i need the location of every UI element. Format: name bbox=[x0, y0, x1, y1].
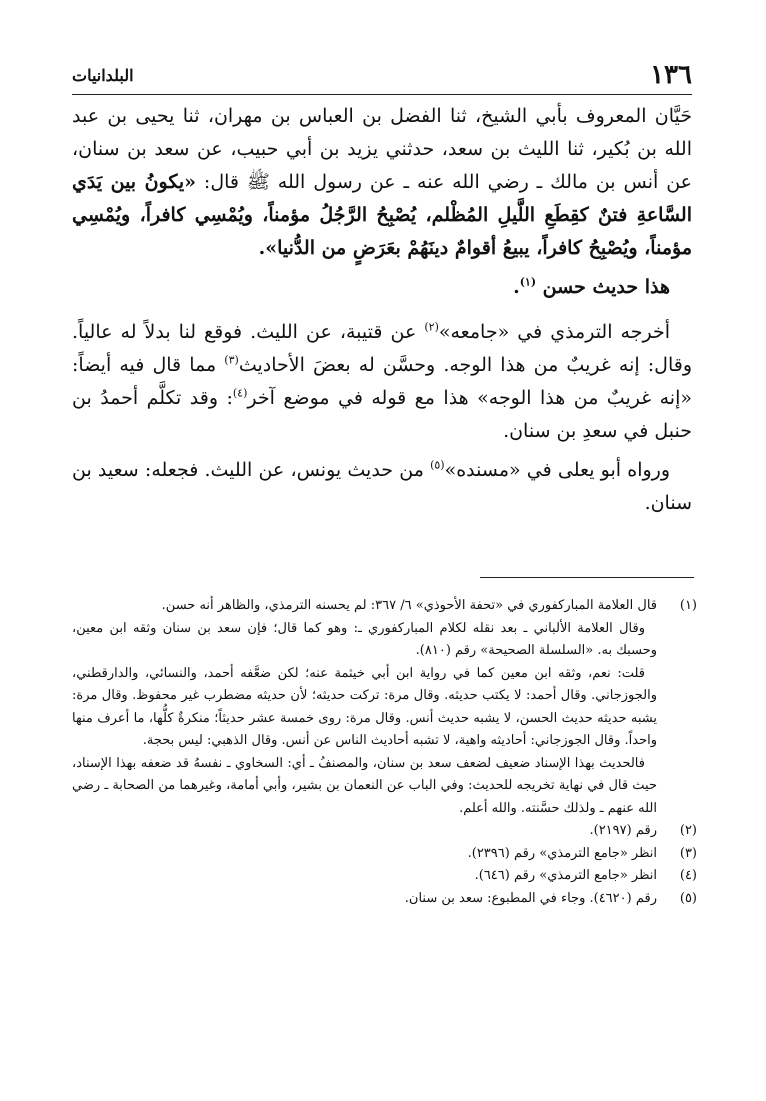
footnote-number: (١) bbox=[679, 598, 697, 613]
main-text bbox=[72, 100, 692, 526]
footnote-para: رقم (٢١٩٧). bbox=[589, 823, 657, 838]
footnote-body bbox=[72, 820, 657, 843]
footnote-para: قال العلامة المباركفوري في «تحفة الأحوذي» ٦/ ٣٦٧: لم يحسنه الترمذي، والظاهر أنه حسن. bbox=[161, 598, 657, 613]
footnote-para: فالحديث بهذا الإسناد ضعيف لضعف سعد بن سنان، والمصنفُ ـ أي: السخاوي ـ نفسهُ قد ضعفه بهذا الإسناد، حيث قال في نهاية تخريجه للحديث: وفي الباب عن النعمان بن بشير، وأبي أمامة، وغيرهما من الصحابة ـ رضي الله عنهم ـ ولذلك حسَّنته. والله أعلم. bbox=[72, 755, 657, 816]
takhrij-text-b: عن قتيبة، عن الليث. فوقع لنا بدلاً له عالياً. وقال: إنه غريبٌ من هذا الوجه. وحسَّن له بعضَ الأحاديث bbox=[72, 321, 692, 376]
page-header bbox=[72, 60, 692, 95]
footnote-para: رقم (٤٦٢٠). وجاء في المطبوع: سعد بن سنان. bbox=[404, 890, 657, 906]
footnote-body bbox=[72, 865, 657, 888]
footnote-separator bbox=[480, 577, 694, 578]
footnote-number: (٢) bbox=[679, 823, 697, 838]
footnote-1 bbox=[72, 595, 697, 820]
footnote-para: انظر «جامع الترمذي» رقم (٢٣٩٦). bbox=[467, 845, 657, 861]
footnote-ref-2[interactable]: (٢) bbox=[424, 320, 439, 334]
footnote-body bbox=[72, 888, 657, 911]
paragraph-verdict bbox=[72, 271, 692, 304]
footnote-2 bbox=[72, 820, 697, 843]
footnote-ref-3[interactable]: (٣) bbox=[224, 353, 239, 367]
paragraph-abu-yala bbox=[72, 454, 692, 520]
running-title: البلدانيات bbox=[72, 66, 134, 85]
footnote-ref-1[interactable]: (١) bbox=[519, 275, 537, 289]
footnote-body bbox=[72, 843, 657, 866]
hadith-text: «يكونُ بين يَدَي السَّاعةِ فتنٌ كقِطَعِ اللَّيلِ المُظْلم، يُصْبِحُ الرَّجُلُ مؤمناً، ويُمْسِي كافراً، ويُمْسِي مؤمناً، ويُصْبِحُ كافراً، يبيعُ أقوامٌ دينَهُمْ بعَرَضٍ من الدُّنيا». bbox=[72, 171, 692, 259]
isnad-text: حَيَّان المعروف بأبي الشيخ، ثنا الفضل بن العباس بن مهران، ثنا يحيى بن عبد الله بن بُكير، ثنا الليث بن سعد، حدثني يزيد بن أبي حبيب، عن سعد بن سنان، عن أنس بن مالك ـ رضي الله عنه ـ عن رسول الله ﷺ قال: bbox=[72, 105, 692, 193]
takhrij-text-c: مما قال فيه أيضاً: «إنه غريبٌ من هذا الوجه» هذا مع قوله في موضع آخر bbox=[72, 354, 692, 409]
footnote-number: (٣) bbox=[679, 845, 697, 861]
footnote-4 bbox=[72, 865, 697, 888]
footnote-para: وقال العلامة الألباني ـ بعد نقله لكلام المباركفوري ـ: وهو كما قال؛ فإن سعد بن سنان وثقه ابن معين، وحسبك به. «السلسلة الصحيحة» رقم (٨١٠). bbox=[72, 620, 657, 658]
verdict-text: هذا حديث حسن bbox=[542, 276, 670, 298]
footnotes bbox=[72, 595, 697, 910]
footnote-para: قلت: نعم، وثقه ابن معين كما في رواية ابن أبي خيثمة عنه؛ لكن ضعَّفه أحمد، والنسائي، والدارقطني، والجوزجاني. وقال أحمد: لا يكتب حديثه. وقال مرة: تركت حديثه؛ لأن حديثه مضطرب غير محفوظ. وقال مرة: يشبه حديثه حديث الحسن، لا يشبه حديث أنس. وقال مرة: روى خمسة عشر حديثاً؛ منكرةٌ كلُّها، ما أعرف منها واحداً. وقال الجوزجاني: أحاديثه واهية، لا تشبه أحاديث الناس عن أنس. وقال الذهبي: ليس بحجة. bbox=[72, 665, 657, 748]
takhrij-text-a: أخرجه الترمذي في «جامعه» bbox=[438, 321, 670, 343]
footnote-number: (٤) bbox=[679, 868, 697, 883]
footnote-ref-4[interactable]: (٤) bbox=[232, 386, 248, 400]
footnote-body bbox=[72, 595, 657, 820]
abu-yala-text-a: ورواه أبو يعلى في «مسنده» bbox=[444, 459, 670, 481]
footnote-para: انظر «جامع الترمذي» رقم (٦٤٦). bbox=[474, 868, 657, 883]
footnote-5 bbox=[72, 888, 697, 911]
footnote-ref-5[interactable]: (٥) bbox=[430, 458, 445, 472]
page-number: ١٣٦ bbox=[650, 60, 692, 90]
footnote-3 bbox=[72, 843, 697, 866]
paragraph-isnad bbox=[72, 100, 692, 265]
verdict-end: . bbox=[513, 276, 520, 298]
takhrij-text-d: : وقد تكلَّم أحمدُ بن حنبل في سعدِ بن سنان. bbox=[72, 387, 692, 442]
abu-yala-text-b: من حديث يونس، عن الليث. فجعله: سعيد بن سنان. bbox=[72, 459, 692, 514]
paragraph-takhrij bbox=[72, 316, 692, 448]
footnote-number: (٥) bbox=[679, 890, 697, 906]
